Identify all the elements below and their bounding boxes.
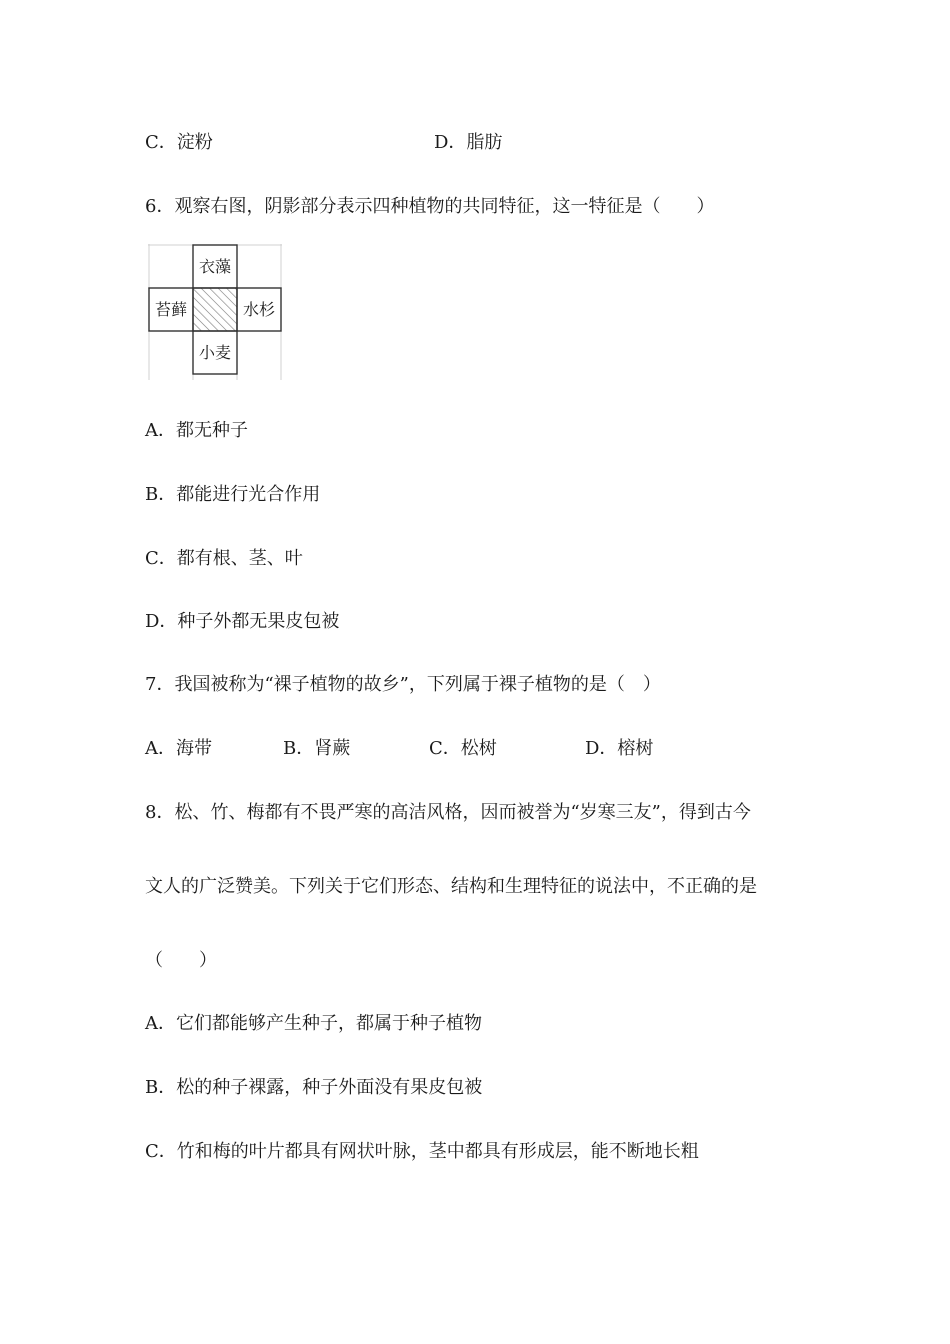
q5-option-d: D．脂肪 bbox=[434, 132, 503, 153]
label-top: 衣藻 bbox=[198, 257, 232, 276]
q8-stem-line2: 文人的广泛赞美。下列关于它们形态、结构和生理特征的说法中，不正确的是 bbox=[145, 876, 757, 897]
q7-option-b: B．肾蕨 bbox=[283, 738, 351, 759]
plant-cross-diagram bbox=[148, 244, 282, 380]
q8-option-a: A．它们都能够产生种子，都属于种子植物 bbox=[145, 1013, 482, 1034]
q8-stem-line3: （ ） bbox=[145, 950, 217, 971]
q5-option-c: C．淀粉 bbox=[145, 132, 213, 153]
label-bottom: 小麦 bbox=[198, 343, 232, 362]
q8-option-b: B．松的种子裸露，种子外面没有果皮包被 bbox=[145, 1077, 483, 1098]
q6-option-a: A．都无种子 bbox=[145, 420, 248, 441]
q6-option-d: D．种子外都无果皮包被 bbox=[145, 611, 340, 632]
label-right: 水杉 bbox=[242, 300, 276, 319]
q7-option-d: D．榕树 bbox=[585, 738, 654, 759]
q6-option-b: B．都能进行光合作用 bbox=[145, 484, 321, 505]
q8-option-c: C．竹和梅的叶片都具有网状叶脉，茎中都具有形成层，能不断地长粗 bbox=[145, 1141, 699, 1162]
q7-option-a: A．海带 bbox=[145, 738, 212, 759]
q7-option-c: C．松树 bbox=[429, 738, 497, 759]
q7-stem: 7．我国被称为“裸子植物的故乡”，下列属于裸子植物的是（ ） bbox=[145, 674, 661, 695]
q8-stem-line1: 8．松、竹、梅都有不畏严寒的高洁风格，因而被誉为“岁寒三友”，得到古今 bbox=[145, 802, 751, 823]
label-left: 苔藓 bbox=[154, 300, 188, 319]
q6-figure bbox=[148, 244, 282, 380]
shared-feature-region bbox=[193, 288, 237, 331]
q6-option-c: C．都有根、茎、叶 bbox=[145, 548, 303, 569]
q6-stem: 6．观察右图，阴影部分表示四种植物的共同特征，这一特征是（ ） bbox=[145, 196, 715, 217]
